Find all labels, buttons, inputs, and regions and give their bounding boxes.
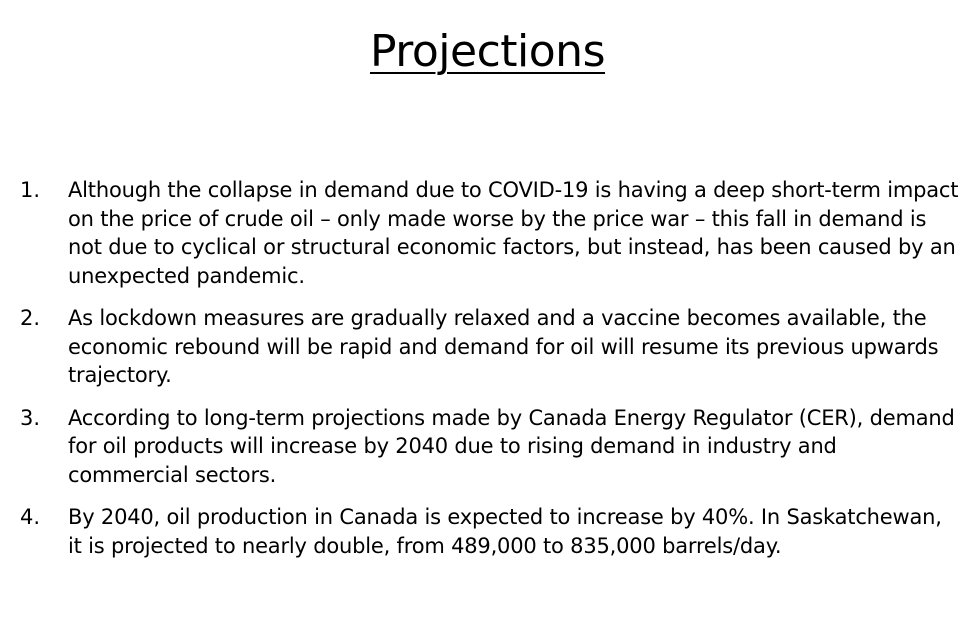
- projection-list: [20, 176, 960, 574]
- list-item-text: Although the collapse in demand due to COVID-19 is having a deep short-term impact on the price of crude oil – only made worse by the price war – this fall in demand is not due to cyclical or structural economic factors, but instead, has been caused by an unexpected pandemic.: [68, 178, 959, 288]
- list-item: [20, 304, 960, 390]
- list-item-number: 2.: [20, 306, 41, 330]
- slide-title: Projections: [370, 26, 605, 77]
- list-item: [20, 404, 960, 490]
- list-item-number: 3.: [20, 405, 41, 430]
- list-item-number: 1.: [20, 178, 41, 202]
- list-item-text: According to long-term projections made by Canada Energy Regulator (CER), demand for oil products will increase by 2040 due to rising demand in industry and commercial sectors.: [68, 405, 955, 487]
- list-item-text: By 2040, oil production in Canada is expected to increase by 40%. In Saskatchewan, it is projected to nearly double, from 489,000 to 835,000 barrels/day.: [68, 505, 942, 558]
- list-item-text: As lockdown measures are gradually relaxed and a vaccine becomes available, the economic rebound will be rapid and demand for oil will resume its previous upwards trajectory.: [68, 306, 939, 387]
- list-item: [20, 176, 960, 290]
- list-item-number: 4.: [20, 505, 41, 529]
- list-item: [20, 503, 960, 560]
